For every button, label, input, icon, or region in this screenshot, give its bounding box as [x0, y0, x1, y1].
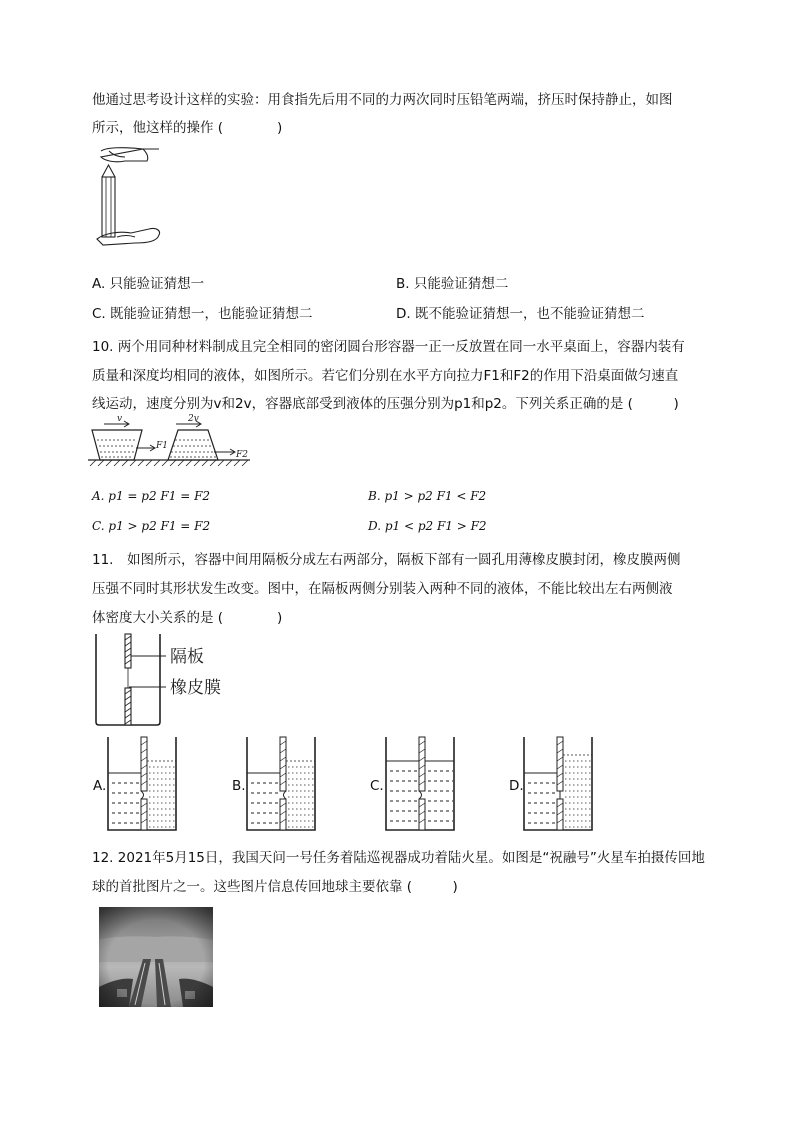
q10-option-b[interactable]: B. p1 > p2 F1 < F2: [368, 489, 487, 503]
beaker-a-label[interactable]: A.: [93, 778, 107, 794]
partition-container-figure: [94, 632, 264, 727]
q9-option-a[interactable]: A. 只能验证猜想一: [92, 276, 205, 292]
q12-line-1: 12. 2021年5月15日，我国天问一号任务着陆巡视器成功着陆火星。如图是“祝融号”火星车拍摄传回地: [92, 850, 705, 866]
mars-rover-photo: [99, 907, 213, 1007]
q11-line-2: 压强不同时其形状发生改变。图中，在隔板两侧分别装入两种不同的液体，不能比较出左右两侧液: [92, 581, 673, 597]
q9-option-c[interactable]: C. 既能验证猜想一，也能验证猜想二: [92, 306, 313, 322]
q9-option-b[interactable]: B. 只能验证猜想二: [396, 276, 509, 292]
beaker-c[interactable]: [384, 735, 456, 833]
beaker-b[interactable]: [245, 735, 317, 833]
force-f1-label: F1: [156, 441, 168, 451]
q10-option-a[interactable]: A. p1 = p2 F1 = F2: [92, 489, 211, 503]
q9-line-1: 他通过思考设计这样的实验：用食指先后用不同的力两次同时压铅笔两端，挤压时保持静止，如图: [92, 92, 673, 108]
q10-line-3: 线运动，速度分别为v和2v，容器底部受到液体的压强分别为p1和p2。下列关系正确的是 ( ): [92, 396, 679, 412]
beaker-b-label[interactable]: B.: [232, 778, 246, 794]
q10-line-1: 10. 两个用同种材料制成且完全相同的密闭圆台形容器一正一反放置在同一水平桌面上，容器内装有: [92, 339, 685, 355]
force-f2-label: F2: [236, 450, 248, 460]
membrane-label: 橡皮膜: [170, 678, 221, 698]
q9-line-2: 所示，他这样的操作 ( ): [92, 120, 283, 136]
velocity-v-label: v: [117, 414, 123, 424]
beaker-d[interactable]: [522, 735, 594, 833]
q10-option-d[interactable]: D. p1 < p2 F1 > F2: [368, 519, 487, 533]
beaker-a[interactable]: [106, 735, 178, 833]
q10-option-c[interactable]: C. p1 > p2 F1 = F2: [92, 519, 211, 533]
q11-line-1: 11. 如图所示，容器中间用隔板分成左右两部分，隔板下部有一圆孔用薄橡皮膜封闭，橡皮膜两侧: [92, 552, 681, 568]
beaker-d-label[interactable]: D.: [509, 778, 524, 794]
beaker-c-label[interactable]: C.: [370, 778, 384, 794]
q10-line-2: 质量和深度均相同的液体，如图所示。若它们分别在水平方向拉力F1和F2的作用下沿桌面做匀速直: [92, 368, 679, 384]
partition-label: 隔板: [170, 647, 204, 667]
q11-line-3: 体密度大小关系的是 ( ): [92, 610, 283, 626]
q12-line-2: 球的首批图片之一。这些图片信息传回地球主要依靠 ( ): [92, 879, 458, 895]
pencil-figure: [95, 145, 170, 250]
q9-option-d[interactable]: D. 既不能验证猜想一，也不能验证猜想二: [396, 306, 645, 322]
trapezoid-containers-figure: [84, 416, 254, 478]
velocity-2v-label: 2v: [188, 414, 199, 424]
